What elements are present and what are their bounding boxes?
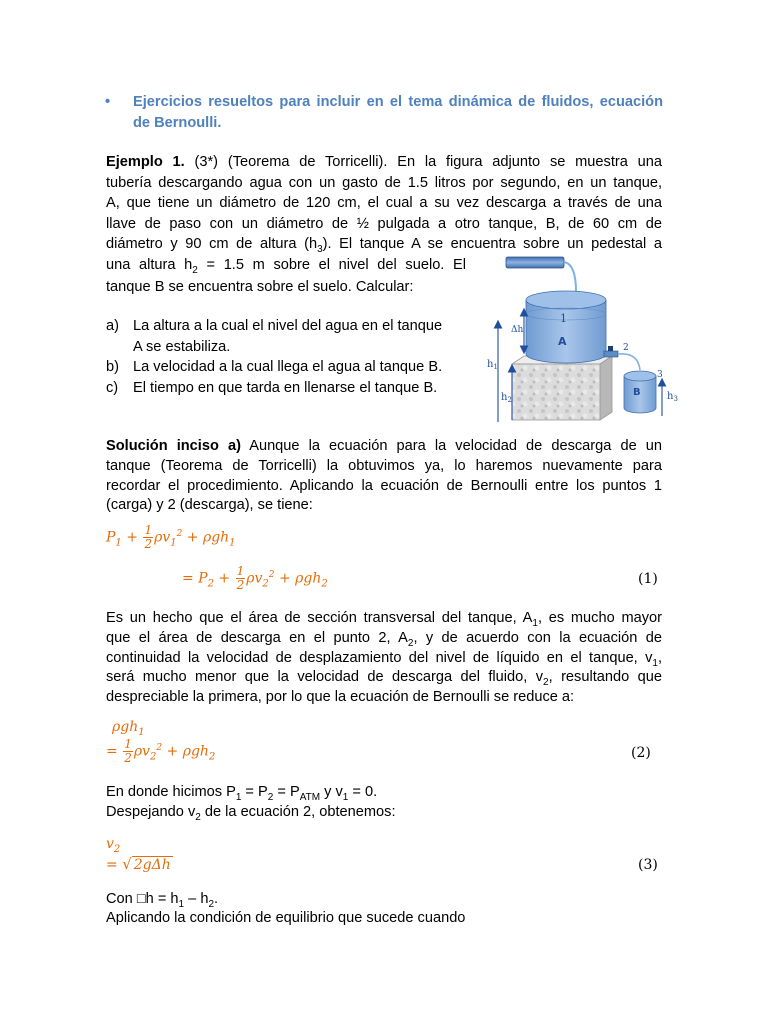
question-item: a) La altura a la cual el nivel del agua en el tanque — [106, 318, 443, 334]
equation-3-rhs: = √ 2gΔh — [106, 855, 171, 873]
label-tank-a: A — [558, 335, 567, 348]
example-line-2: tubería descargando agua con un gasto de 1.5 litros por segundo, en un tanque, — [106, 174, 662, 191]
example-line-4: llave de paso con un diámetro de ½ pulgada a otro tanque, B, de 60 cm de — [106, 215, 662, 232]
assumption-line-1: En donde hicimos $P_1 = P_2 = P_{ATM}$ y $v_1 = 0$. — [106, 784, 378, 803]
label-delta-h: Δh — [511, 325, 524, 335]
example-label: Ejemplo 1. — [106, 154, 185, 170]
closing-paragraph — [106, 890, 465, 928]
label-h3: $h_3$ — [667, 391, 678, 403]
example-line-3: A, que tiene un diámetro de 120 cm, el cual a su vez descarga a través de una — [106, 195, 662, 211]
continuity-line-4: será mucho menor que la velocidad de descarga del fluido, $v_2$, resultando que — [106, 669, 662, 689]
continuity-line-3: continuidad la velocidad de desplazamiento del nivel de líquido en el tanque, $v_1$, — [106, 649, 662, 669]
example-paragraph — [106, 152, 662, 255]
label-point-1: 1 — [560, 312, 567, 325]
continuity-line-5: despreciable la primera, por lo que la ecuación de Bernoulli se reduce a: — [106, 689, 575, 706]
label-point-3: 3 — [657, 370, 663, 380]
solution-line-2: tanque (Teorema de Torricelli) la obtuvimos ya, lo haremos nuevamente para — [106, 457, 662, 474]
example-line-6: una altura $h_2 = 1.5$ m sobre el nivel del suelo. El — [106, 257, 466, 276]
closing-line-2: Aplicando la condición de equilibrio que sucede cuando — [106, 910, 466, 926]
continuity-line-2: que el área de descarga en el punto 2, $A_2$, y de acuerdo con la ecuación de — [106, 629, 662, 649]
question-item-cont: A se estabiliza. — [133, 338, 231, 355]
label-h1: $h_1$ — [487, 359, 498, 371]
label-tank-b: B — [633, 387, 641, 398]
equation-1-lhs: $P_1$ + $\frac{1}{2}$ $\rho v_1^2 + \rho gh_1$ — [106, 523, 236, 551]
solution-line-3: recordar el procedimiento. Aplicando la ecuación de Bernoulli entre los puntos 1 — [106, 477, 662, 494]
heading-line-1: Ejercicios resueltos para incluir en el tema dinámica de fluidos, ecuación — [133, 94, 663, 110]
example-line-7: tanque B se encuentra sobre el suelo. Calcular: — [106, 279, 414, 295]
equation-2-number: (2) — [631, 745, 651, 761]
section-heading — [133, 92, 663, 134]
equation-2-lhs: ρgh$_1$ — [112, 719, 145, 738]
question-item: b) La velocidad a la cual llega el agua al tanque B. — [106, 359, 443, 375]
tanks-figure — [480, 252, 690, 424]
solution-paragraph: Solución inciso a) Aunque la ecuación para la velocidad de descarga de un tanque (Teorema de Torricelli) la obtuvimos ya, lo haremos nuevamente para recordar el procedimiento. Aplicando la ecuación de Bernoulli entre los puntos 1 (carga) y 2 (descarga), se tiene: — [106, 437, 662, 516]
continuity-paragraph — [106, 609, 662, 708]
example-line-5: diámetro y 90 cm de altura $(h_3)$. El tanque A se encuentra sobre un pedestal a — [106, 236, 662, 255]
questions-list — [106, 316, 466, 398]
bullet-symbol: • — [105, 94, 111, 110]
solution-line-4: (carga) y 2 (descarga), se tiene: — [106, 497, 313, 514]
label-h2: $h_2$ — [501, 392, 512, 404]
question-item: c) El tiempo en que tarda en llenarse el tanque B. — [106, 379, 438, 396]
equation-2-rhs: = $\frac{1}{2}$ $\rho v_2^2 + \rho gh_2$ — [106, 737, 216, 765]
heading-line-2: de Bernoulli. — [133, 115, 222, 131]
label-point-2: 2 — [623, 343, 629, 353]
solution-label: Solución inciso a) — [106, 438, 241, 454]
equation-1-number: (1) — [638, 571, 658, 587]
equation-3-lhs: $v_2$ — [106, 836, 121, 855]
pedestal — [512, 356, 612, 420]
assumption-line-2: Despejando $v_2$ de la ecuación 2, obtenemos: — [106, 803, 396, 823]
example-line-1: (3*) (Teorema de Torricelli). En la figura adjunto se muestra una — [194, 154, 663, 170]
inlet-pipe — [506, 257, 576, 292]
assumption-paragraph — [106, 783, 396, 822]
equation-3-number: (3) — [638, 857, 658, 873]
tank-a — [526, 291, 606, 363]
continuity-line-1: Es un hecho que el área de sección transversal del tanque, $A_1$, es mucho mayor — [106, 610, 663, 629]
equation-1-rhs: = $P_2$ + $\frac{1}{2}$ $\rho v_2^2 + \rho gh_2$ — [182, 564, 328, 592]
closing-line-1: Con □h = $h_1 - h_2$. — [106, 891, 219, 910]
